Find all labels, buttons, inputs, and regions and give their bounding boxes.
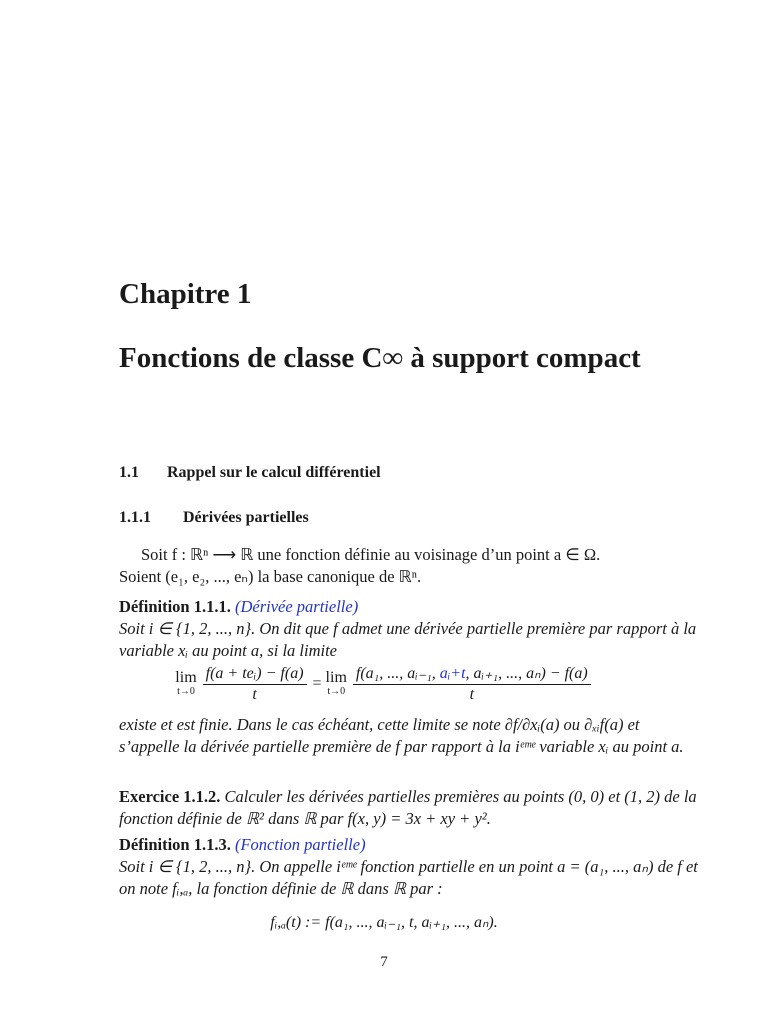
exercise-text: Calculer les dérivées partielles premières au points (0, 0) et (1, 2) de la fonction définie de ℝ² dans ℝ par f(x, y) = 3x + xy + y². [119,787,697,828]
fraction-2: $\frac{\text{f(a₁, ..., aᵢ₋₁, aᵢ+t, aᵢ₊₁, ..., aₙ) − f(a)}}{t}$ [353,664,591,705]
subsection-title: Dérivées partielles [183,509,309,526]
chapter-label: Chapitre 1 [119,278,252,310]
chapter-title: Fonctions de classe C∞ à support compact [119,342,641,374]
exercise-label: Exercice 1.1.2. [119,787,221,806]
intro-line-1: Soit f : ℝⁿ ⟶ ℝ une fonction définie au voisinage d’un point a ∈ Ω. [141,545,601,564]
exercise [119,786,699,830]
def1-label: Définition 1.1.1. [119,597,231,616]
section-heading [119,464,381,482]
section-number: 1.1 [119,464,139,481]
intro-line-2: Soient (e₁, e₂, ..., eₙ) la base canonique de ℝⁿ. [119,567,422,586]
definition-1 [119,596,699,662]
def1-after: existe et est finie. Dans le cas échéant, cette limite se note ∂f/∂xᵢ(a) ou ∂ₓᵢf(a) et s’appelle la dérivée partielle première de f par rapport à la iᵉᵐᵉ variable xᵢ au point a. [119,715,684,756]
def2-label: Définition 1.1.3. [119,835,231,854]
definition-3 [119,834,699,900]
def2-name: (Fonction partielle) [234,835,366,854]
subsection-heading [119,509,309,527]
def1-name: (Dérivée partielle) [234,597,359,616]
def1-text: Soit i ∈ {1, 2, ..., n}. On dit que f admet une dérivée partielle première par rapport à la variable xᵢ au point a, si la limite [119,619,697,660]
lim-1: lim t→0 [175,668,197,697]
subsection-number: 1.1.1 [119,509,151,526]
equals-sign: = [312,675,322,693]
limit-equation [0,664,768,705]
section-title: Rappel sur le calcul différentiel [167,464,381,481]
fraction-1: $\frac{\text{f(a + teᵢ) − f(a)}}{t}$ [203,664,307,705]
intro-paragraph [119,544,699,588]
def2-text: Soit i ∈ {1, 2, ..., n}. On appelle iᵉᵐᵉ fonction partielle en un point a = (a₁, ..., aₙ) de f et on note fᵢ,ₐ, la fonction définie de ℝ dans ℝ par : [119,857,698,898]
partial-function-formula: fᵢ,ₐ(t) := f(a₁, ..., aᵢ₋₁, t, aᵢ₊₁, ..., aₙ). [270,914,498,931]
lim-2: lim t→0 [325,668,347,697]
page-number: 7 [380,954,388,970]
